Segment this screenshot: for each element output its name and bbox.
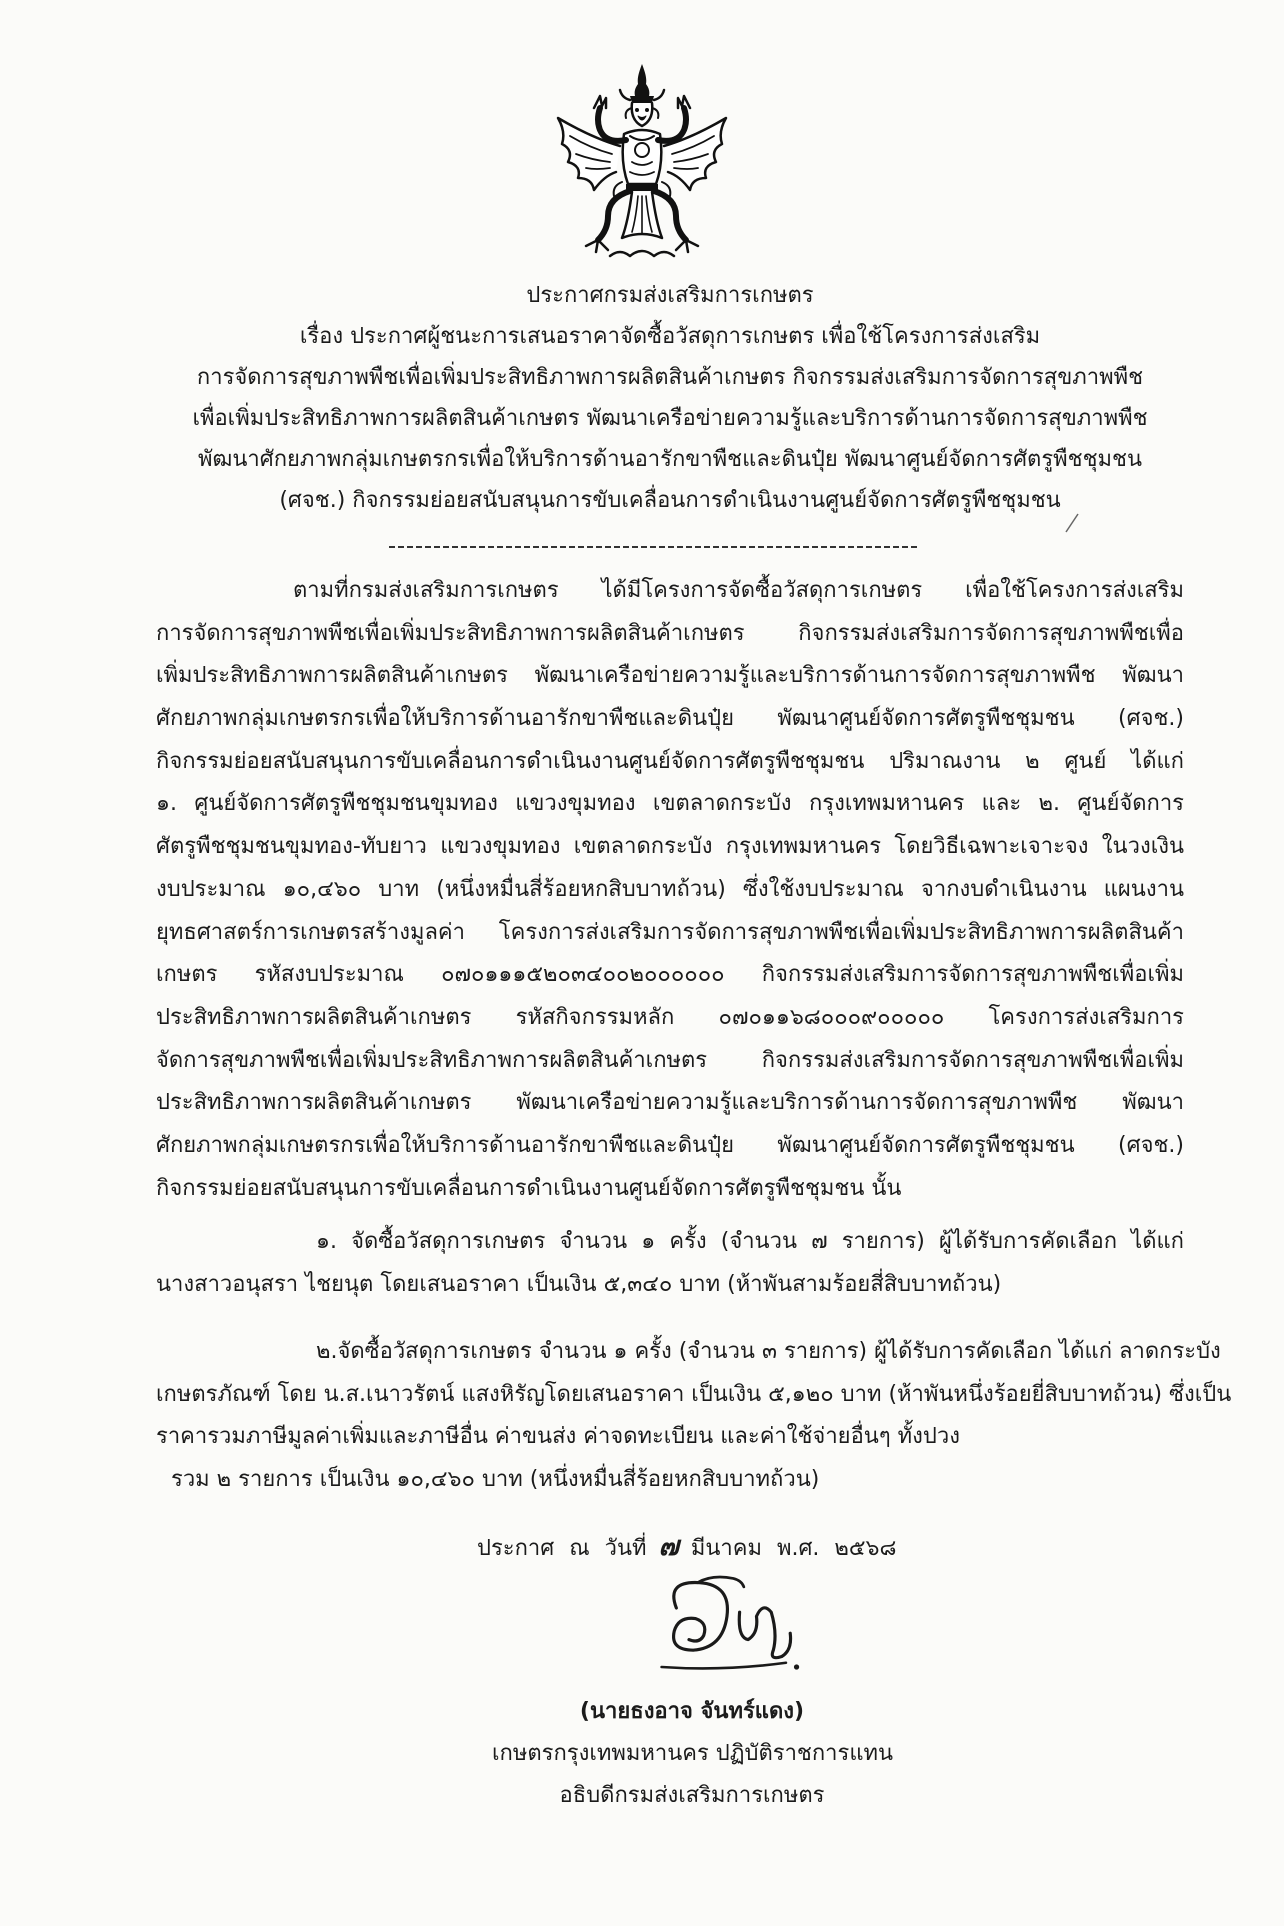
- paragraph-line: ประสิทธิภาพการผลิตสินค้าเกษตร รหัสกิจกรรมหลัก ๐๗๐๑๑๖๘๐๐๐๙๐๐๐๐๐ โครงการส่งเสริมการ: [156, 1004, 1184, 1030]
- item-line: ๒.จัดซื้อวัสดุการเกษตร จำนวน ๑ ครั้ง (จำนวน ๓ รายการ) ผู้ได้รับการคัดเลือก ได้แก่ ลาดกระบัง: [316, 1339, 1221, 1364]
- paragraph-line: ศักยภาพกลุ่มเกษตรกรเพื่อให้บริการด้านอารักขาพืชและดินปุ๋ย พัฒนาศูนย์จัดการศัตรูพืชชุมชน (ศจช.): [156, 706, 1184, 732]
- paragraph-line: เกษตร รหัสงบประมาณ ๐๗๐๑๑๑๕๒๐๓๔๐๐๒๐๐๐๐๐๐ กิจกรรมส่งเสริมการจัดการสุขภาพพืชเพื่อเพิ่ม: [156, 962, 1184, 988]
- announcement-title: ประกาศกรมส่งเสริมการเกษตร: [526, 283, 814, 308]
- signatory-on-behalf-of: อธิบดีกรมส่งเสริมการเกษตร: [559, 1783, 825, 1808]
- paragraph-line: ยุทธศาสตร์การเกษตรสร้างมูลค่า โครงการส่งเสริมการจัดการสุขภาพพืชเพื่อเพิ่มประสิทธิภาพการผลิตสินค้า: [156, 919, 1184, 945]
- pen-check-mark: [1064, 512, 1080, 534]
- paragraph-line: ศักยภาพกลุ่มเกษตรกรเพื่อให้บริการด้านอารักขาพืชและดินปุ๋ย พัฒนาศูนย์จัดการศัตรูพืชชุมชน (ศจช.): [156, 1132, 1184, 1158]
- subject-line: (ศจช.) กิจกรรมย่อยสนับสนุนการขับเคลื่อนการดำเนินงานศูนย์จัดการศัตรูพืชชุมชน: [279, 488, 1061, 513]
- paragraph-line: ๑. ศูนย์จัดการศัตรูพืชชุมชนขุมทอง แขวงขุมทอง เขตลาดกระบัง กรุงเทพมหานคร และ ๒. ศูนย์จัดการ: [156, 791, 1184, 817]
- award-item-2: [156, 1331, 1232, 1502]
- signatory-name: (นายธงอาจ จันทร์แดง): [579, 1699, 805, 1724]
- subject-line: เพื่อเพิ่มประสิทธิภาพการผลิตสินค้าเกษตร พัฒนาเครือข่ายความรู้และบริการด้านการจัดการสุขภาพพืช: [192, 406, 1148, 431]
- announcement-header: [156, 275, 1184, 521]
- paragraph-line: ศัตรูพืชชุมชนขุมทอง-ทับยาว แขวงขุมทอง เขตลาดกระบัง กรุงเทพมหานคร โดยวิธีเฉพาะเจาะจง ในวงเงิน: [156, 834, 1184, 860]
- item-line: ๑. จัดซื้อวัสดุการเกษตร จำนวน ๑ ครั้ง (จำนวน ๗ รายการ) ผู้ได้รับการคัดเลือก ได้แก่: [316, 1229, 1184, 1254]
- subject-line: เรื่อง ประกาศผู้ชนะการเสนอราคาจัดซื้อวัสดุการเกษตร เพื่อใช้โครงการส่งเสริม: [299, 324, 1041, 349]
- date-prefix: ประกาศ ณ วันที่: [477, 1536, 647, 1561]
- garuda-emblem: [550, 62, 734, 262]
- paragraph-line: ประสิทธิภาพการผลิตสินค้าเกษตร พัฒนาเครือข่ายความรู้และบริการด้านการจัดการสุขภาพพืช พัฒนา: [156, 1090, 1184, 1116]
- paragraph-line: งบประมาณ ๑๐,๔๖๐ บาท (หนึ่งหมื่นสี่ร้อยหกสิบบาทถ้วน) ซึ่งใช้งบประมาณ จากงบดำเนินงาน แผนงาน: [156, 876, 1184, 902]
- paragraph-line: ตามที่กรมส่งเสริมการเกษตร ได้มีโครงการจัดซื้อวัสดุการเกษตร เพื่อใช้โครงการส่งเสริม: [293, 578, 1184, 603]
- date-day: ๗: [658, 1531, 679, 1562]
- subject-line: พัฒนาศักยภาพกลุ่มเกษตรกรเพื่อให้บริการด้านอารักขาพืชและดินปุ๋ย พัฒนาศูนย์จัดการศัตรูพืชชุมชน: [197, 447, 1143, 472]
- item-line: ราคารวมภาษีมูลค่าเพิ่มและภาษีอื่น ค่าขนส่ง ค่าจดทะเบียน และค่าใช้จ่ายอื่นๆ ทั้งปวง: [156, 1424, 960, 1450]
- header-divider: [389, 546, 920, 548]
- paragraph-line: การจัดการสุขภาพพืชเพื่อเพิ่มประสิทธิภาพการผลิตสินค้าเกษตร กิจกรรมส่งเสริมการจัดการสุขภาพพืชเพื่อ: [156, 620, 1184, 646]
- paragraph-line: กิจกรรมย่อยสนับสนุนการขับเคลื่อนการดำเนินงานศูนย์จัดการศัตรูพืชชุมชน นั้น: [156, 1175, 902, 1201]
- announcement-date: [477, 1526, 897, 1568]
- paragraph-line: เพิ่มประสิทธิภาพการผลิตสินค้าเกษตร พัฒนาเครือข่ายความรู้และบริการด้านการจัดการสุขภาพพืช พัฒนา: [156, 663, 1184, 689]
- intro-paragraph: [156, 570, 1184, 1210]
- item-line: นางสาวอนุสรา ไชยนุต โดยเสนอราคา เป็นเงิน ๕,๓๔๐ บาท (ห้าพันสามร้อยสี่สิบบาทถ้วน): [156, 1271, 1002, 1297]
- award-item-1: [156, 1221, 1184, 1306]
- paragraph-line: จัดการสุขภาพพืชเพื่อเพิ่มประสิทธิภาพการผลิตสินค้าเกษตร กิจกรรมส่งเสริมการจัดการสุขภาพพืชเพื่อเพิ่ม: [156, 1047, 1184, 1073]
- item-line: เกษตรภัณฑ์ โดย น.ส.เนาวรัตน์ แสงหิรัญโดยเสนอราคา เป็นเงิน ๕,๑๒๐ บาท (ห้าพันหนึ่งร้อยยี่สิบบาทถ้วน) ซึ่งเป็น: [156, 1381, 1232, 1407]
- total-line: รวม ๒ รายการ เป็นเงิน ๑๐,๔๖๐ บาท (หนึ่งหมื่นสี่ร้อยหกสิบบาทถ้วน): [171, 1467, 820, 1493]
- signatory-block: [492, 1691, 892, 1817]
- date-month-year: มีนาคม พ.ศ. ๒๕๖๘: [690, 1536, 897, 1561]
- paragraph-line: กิจกรรมย่อยสนับสนุนการขับเคลื่อนการดำเนินงานศูนย์จัดการศัตรูพืชชุมชน ปริมาณงาน ๒ ศูนย์ ได้แก่: [156, 748, 1184, 774]
- handwritten-signature: [638, 1570, 818, 1686]
- subject-line: การจัดการสุขภาพพืชเพื่อเพิ่มประสิทธิภาพการผลิตสินค้าเกษตร กิจกรรมส่งเสริมการจัดการสุขภาพพืช: [196, 365, 1144, 390]
- signatory-position: เกษตรกรุงเทพมหานคร ปฏิบัติราชการแทน: [492, 1741, 894, 1766]
